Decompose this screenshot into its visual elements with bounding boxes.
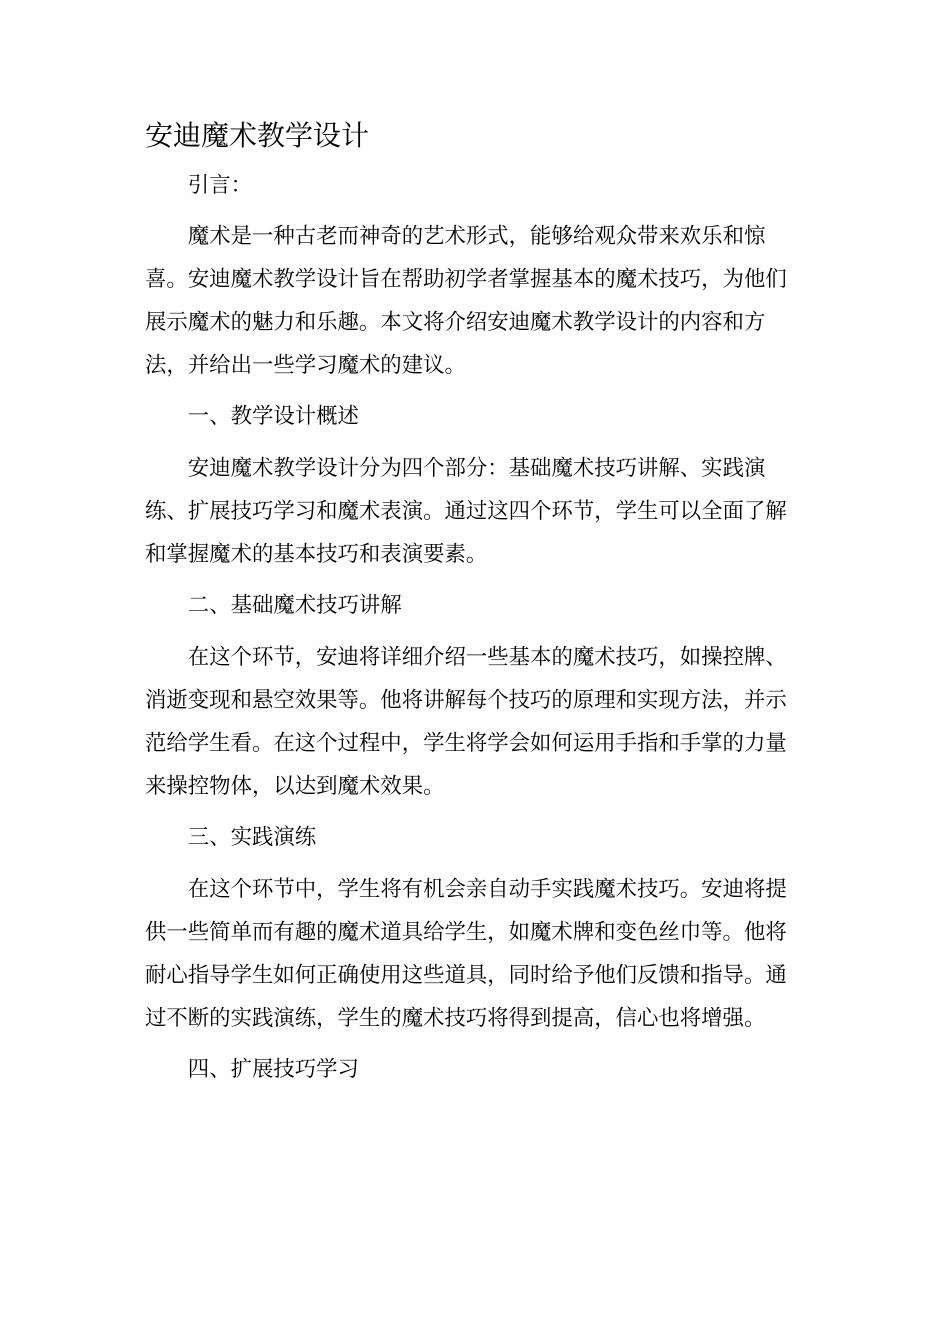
practice-paragraph: 在这个环节中，学生将有机会亲自动手实践魔术技巧。安迪将提供一些简单而有趣的魔术道具给学生，如魔术牌和变色丝巾等。他将耐心指导学生如何正确使用这些道具，同时给予他们反馈和指导。通过不断的实践演练，学生的魔术技巧将得到提高，信心也将增强。 <box>145 877 787 1031</box>
section-heading-basics: 二、基础魔术技巧讲解 <box>187 593 402 618</box>
document-title: 安迪魔术教学设计 <box>145 119 370 152</box>
section-heading-extended: 四、扩展技巧学习 <box>187 1057 359 1082</box>
intro-paragraph: 魔术是一种古老而神奇的艺术形式，能够给观众带来欢乐和惊喜。安迪魔术教学设计旨在帮助初学者掌握基本的魔术技巧，为他们展示魔术的魅力和乐趣。本文将介绍安迪魔术教学设计的内容和方法，并给出一些学习魔术的建议。 <box>145 224 787 378</box>
document-body <box>145 164 805 1100</box>
overview-paragraph: 安迪魔术教学设计分为四个部分：基础魔术技巧讲解、实践演练、扩展技巧学习和魔术表演。通过这四个环节，学生可以全面了解和掌握魔术的基本技巧和表演要素。 <box>145 456 787 567</box>
basics-paragraph: 在这个环节，安迪将详细介绍一些基本的魔术技巧，如操控牌、消逝变现和悬空效果等。他将讲解每个技巧的原理和实现方法，并示范给学生看。在这个过程中，学生将学会如何运用手指和手掌的力量来操控物体，以达到魔术效果。 <box>145 645 787 799</box>
intro-label: 引言： <box>187 173 252 198</box>
section-heading-overview: 一、教学设计概述 <box>187 404 359 429</box>
section-heading-practice: 三、实践演练 <box>187 825 317 850</box>
